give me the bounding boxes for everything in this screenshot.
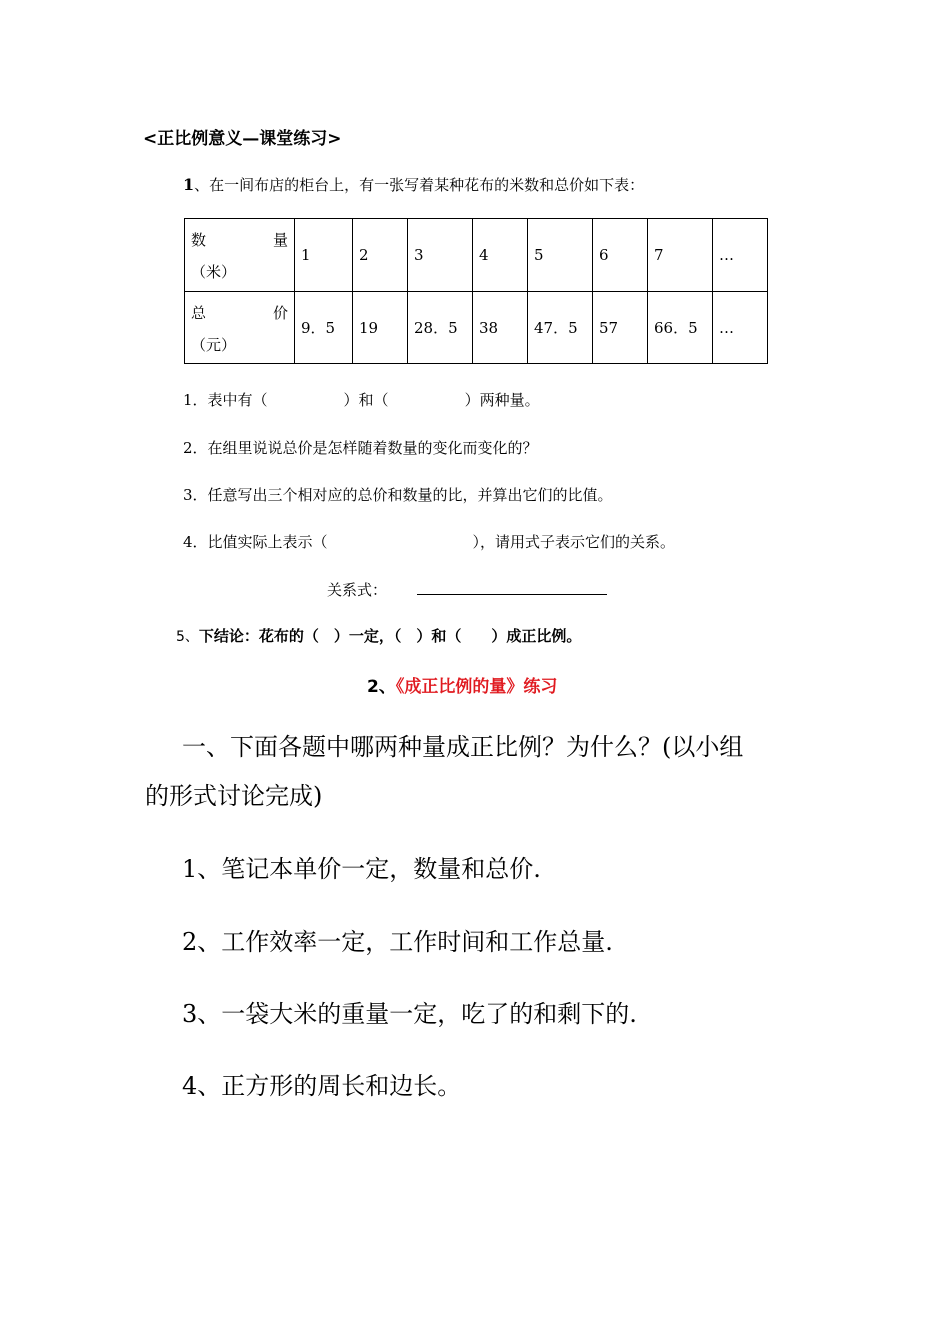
sub-question-4 [183, 531, 675, 552]
table-cell: 3 [408, 219, 473, 292]
list-item: 2、工作效率一定，工作时间和工作总量. [182, 928, 613, 956]
table-cell: 19 [353, 292, 408, 364]
table-cell: 66．5 [648, 292, 713, 364]
sub-question-2: 2．在组里说说总价是怎样随着数量的变化而变化的？ [183, 439, 538, 457]
table-cell: 9．5 [295, 292, 353, 364]
table-cell: 4 [473, 219, 528, 292]
row-header-price-a: 总 [191, 303, 207, 322]
list-item: 4、正方形的周长和边长。 [182, 1072, 462, 1100]
conclusion-number: 5 [176, 629, 185, 645]
row-header-price-b: 价 [272, 303, 288, 322]
list-item: 1、笔记本单价一定，数量和总价. [182, 855, 541, 883]
sub-question-1 [183, 389, 540, 410]
sub-question-1-a: 1．表中有（ [183, 391, 268, 409]
sub-question-4-b: ），请用式子表示它们的关系。 [472, 533, 676, 551]
table-cell: 47．5 [528, 292, 593, 364]
sub-question-3: 3．任意写出三个相对应的总价和数量的比，并算出它们的比值。 [183, 486, 613, 504]
part-1-heading-line-1: 一、下面各题中哪两种量成正比例？为什么？(以小组 [182, 733, 744, 761]
conclusion-sep: 、 [184, 629, 199, 645]
row-header-quantity-b: 量 [272, 231, 288, 249]
row-header-quantity [185, 219, 295, 292]
section-2-heading [367, 672, 557, 697]
table-cell: 38 [473, 292, 528, 364]
list-item: 3、一袋大米的重量一定，吃了的和剩下的. [182, 1000, 637, 1028]
part-1-heading-line-2: 的形式讨论完成) [145, 782, 323, 810]
table-cell: … [713, 292, 768, 364]
table-cell: 28．5 [408, 292, 473, 364]
table-cell: 2 [353, 219, 408, 292]
row-header-quantity-a: 数 [191, 231, 207, 249]
question-1-number: 1 [183, 175, 195, 194]
row-header-quantity-unit: （米） [191, 263, 237, 281]
sub-question-4-a: 4．比值实际上表示（ [183, 533, 328, 551]
question-1-text: 、在一间布店的柜台上，有一张写着某种花布的米数和总价如下表： [194, 176, 645, 194]
table-row-price [185, 292, 768, 364]
relation-answer-line[interactable] [417, 578, 607, 595]
row-header-price [185, 292, 295, 364]
section-2-title: 《成正比例的量》练习 [395, 677, 558, 697]
section-2-prefix: 2、 [367, 677, 396, 697]
relation-label: 关系式： [327, 581, 388, 599]
relation-formula [327, 578, 607, 600]
row-header-price-unit: （元） [191, 335, 237, 354]
conclusion [176, 625, 581, 646]
table-row-quantity [185, 219, 768, 292]
sub-question-1-b: ）和（ [343, 391, 389, 409]
page-title: <正比例意义—课堂练习> [143, 129, 342, 149]
table-cell: 57 [593, 292, 648, 364]
table-cell: 1 [295, 219, 353, 292]
table-cell: 7 [648, 219, 713, 292]
question-1 [183, 174, 644, 195]
conclusion-text: 下结论：花布的（ ）一定，（ ）和（ ）成正比例。 [198, 627, 582, 645]
table-cell: 5 [528, 219, 593, 292]
table-cell: 6 [593, 219, 648, 292]
table-cell: … [713, 219, 768, 292]
price-table [184, 218, 768, 364]
sub-question-1-c: ）两种量。 [464, 391, 540, 409]
